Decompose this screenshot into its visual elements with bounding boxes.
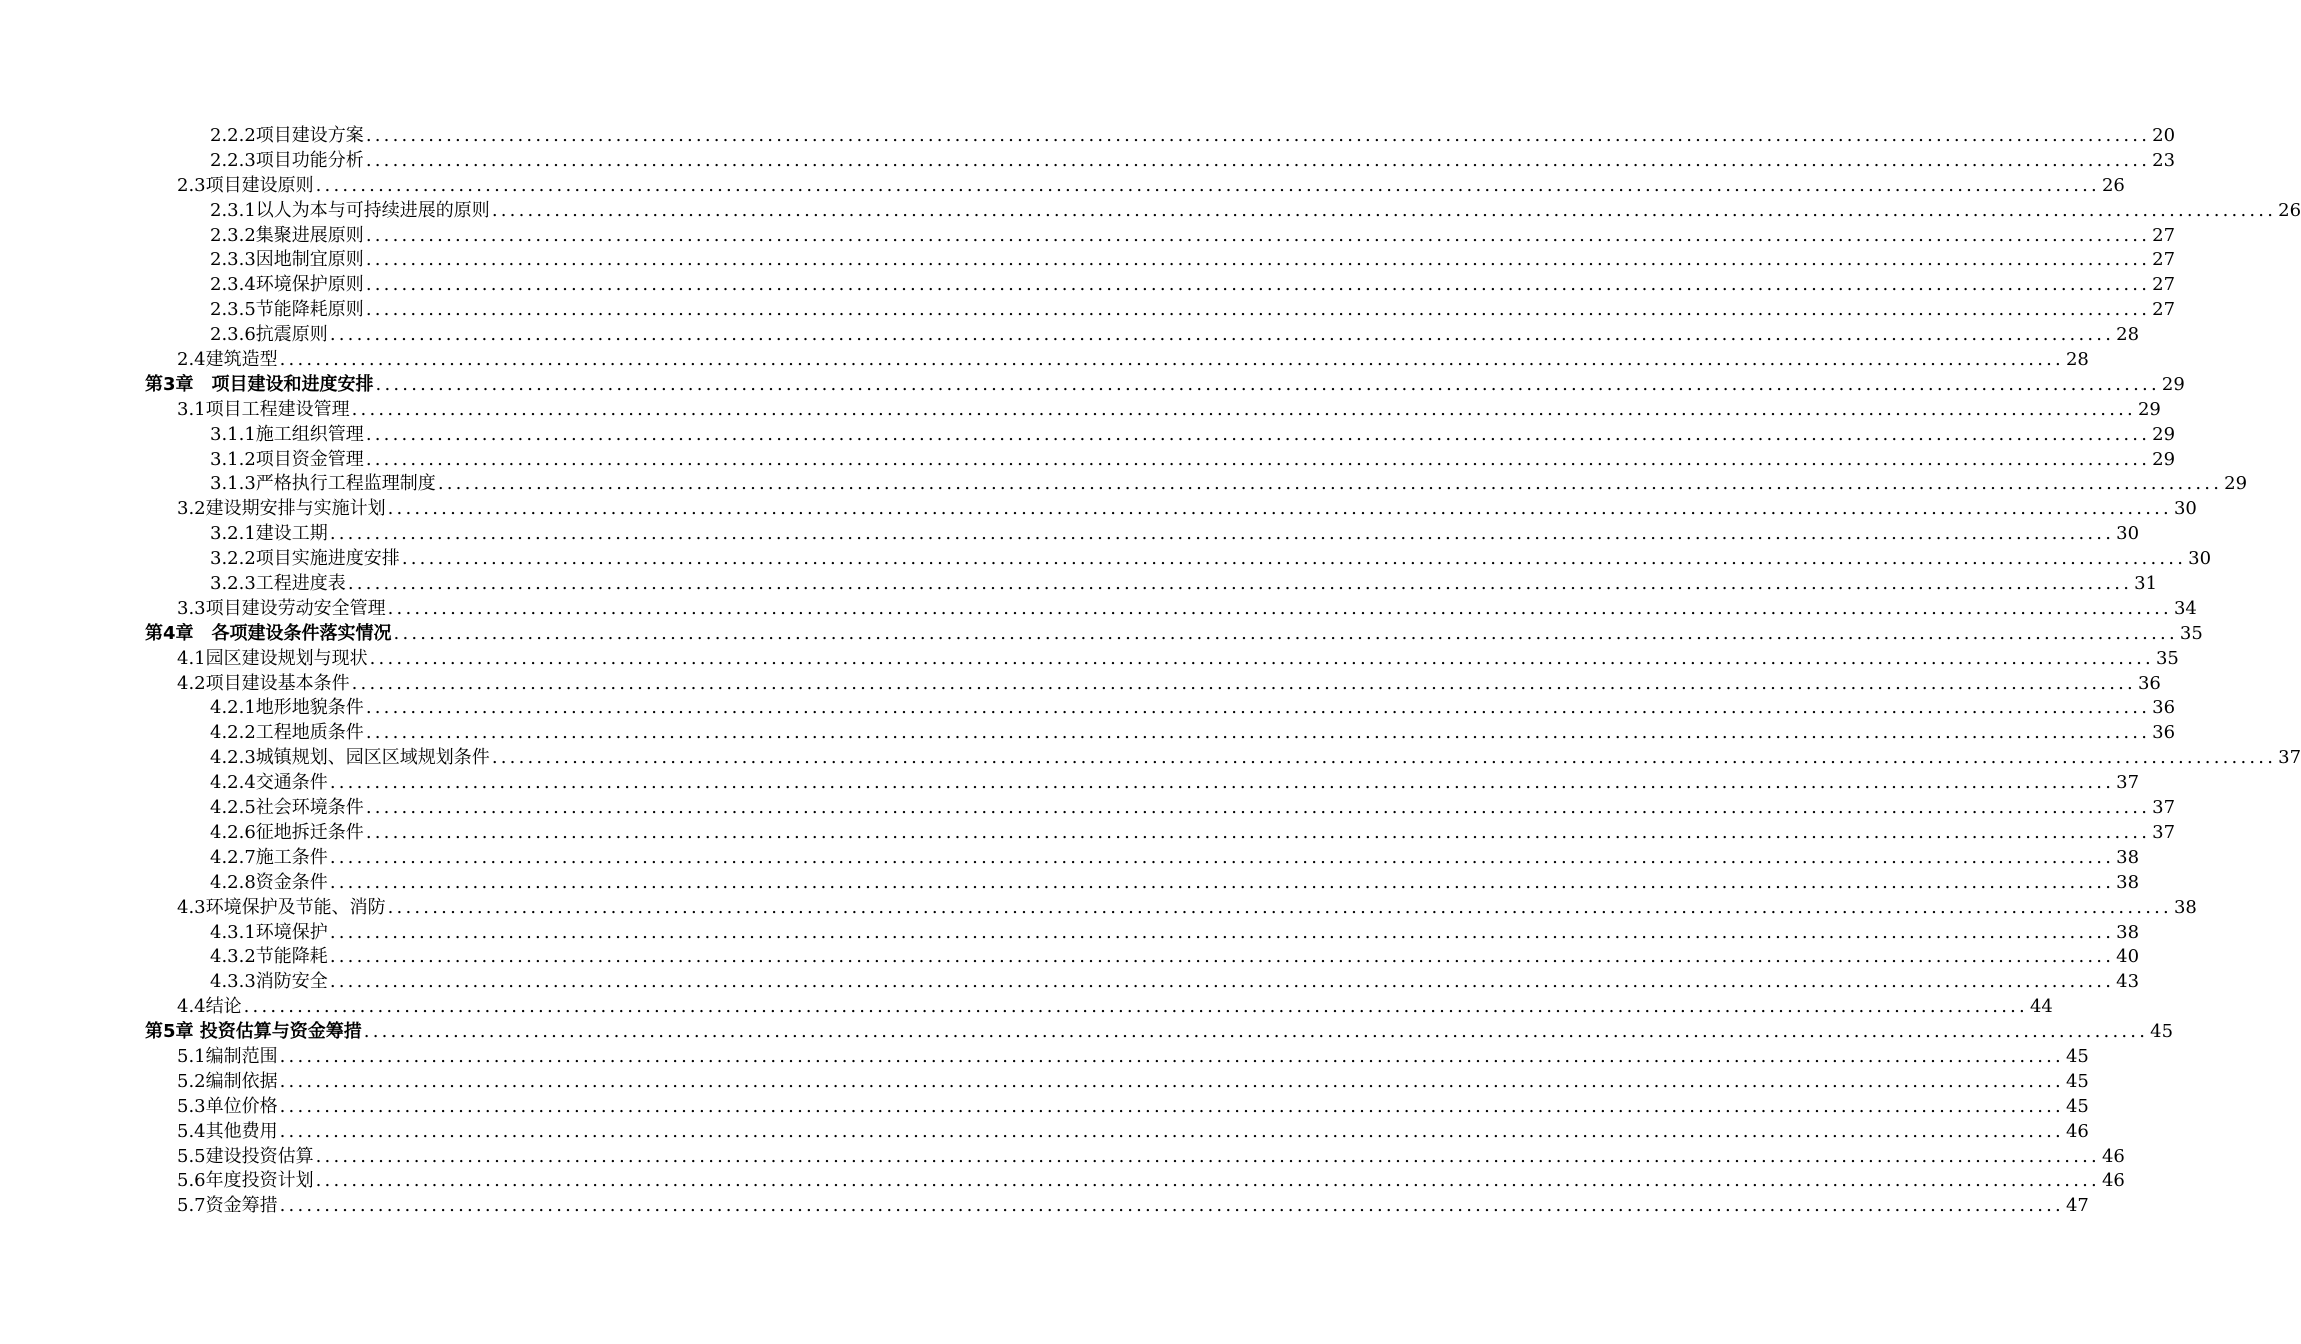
dot-leader: ........................................................................................................................................................................................................ [329,921,2115,943]
toc-entry-section[interactable] [177,995,2053,1020]
toc-entry-page-number: 38 [2173,896,2197,918]
dot-leader: ........................................................................................................................................................................................................ [351,398,2136,420]
toc-entry-sub[interactable] [210,199,2301,224]
toc-entry-page-number: 38 [2116,871,2140,893]
toc-entry-sub[interactable] [210,423,2176,448]
toc-entry-page-number: 36 [2152,697,2176,719]
dot-leader: ........................................................................................................................................................................................................ [315,174,2100,196]
toc-entry-section[interactable] [177,1070,2089,1095]
toc-entry-page-number: 43 [2116,971,2140,993]
dot-leader: ........................................................................................................................................................................................................ [365,722,2151,744]
toc-entry-sub[interactable] [210,273,2176,298]
toc-entry-chapter[interactable] [145,1020,2174,1045]
toc-entry-page-number: 37 [2116,772,2140,794]
toc-entry-page-number: 29 [2152,423,2176,445]
toc-entry-page-number: 28 [2065,349,2089,371]
toc-entry-title: 4.3.2节能降耗 [210,946,328,968]
dot-leader: ........................................................................................................................................................................................................ [329,846,2115,868]
dot-leader: ........................................................................................................................................................................................................ [329,523,2115,545]
toc-entry-sub[interactable] [210,522,2140,547]
dot-leader: ........................................................................................................................................................................................................ [279,1195,2064,1217]
dot-leader: ........................................................................................................................................................................................................ [365,125,2151,146]
dot-leader: ........................................................................................................................................................................................................ [437,473,2223,495]
toc-entry-section[interactable] [177,672,2161,697]
toc-entry-title: 2.3.2集聚进展原则 [210,224,364,246]
toc-entry-title: 3.3项目建设劳动安全管理 [177,597,386,619]
dot-leader: ........................................................................................................................................................................................................ [387,597,2172,619]
toc-entry-sub[interactable] [210,871,2140,896]
toc-entry-title: 2.3.1以人为本与可持续进展的原则 [210,199,490,221]
toc-entry-sub[interactable] [210,572,2158,597]
toc-entry-title: 3.1.3严格执行工程监理制度 [210,473,436,495]
dot-leader: ........................................................................................................................................................................................................ [387,896,2172,918]
toc-entry-title: 4.2.8资金条件 [210,871,328,893]
toc-entry-section[interactable] [177,1194,2089,1219]
toc-entry-section[interactable] [177,348,2089,373]
toc-entry-page-number: 40 [2116,946,2140,968]
toc-entry-title: 4.2.7施工条件 [210,846,328,868]
toc-entry-sub[interactable] [210,149,2176,174]
toc-entry-title: 4.3.3消防安全 [210,971,328,993]
toc-entry-title: 3.1.2项目资金管理 [210,448,364,470]
toc-entry-title: 3.2.2项目实施进度安排 [210,548,400,570]
toc-entry-sub[interactable] [210,721,2176,746]
dot-leader: ........................................................................................................................................................................................................ [365,224,2151,246]
toc-entry-title: 5.1编制范围 [177,1045,278,1067]
toc-entry-chapter[interactable] [145,622,2203,647]
toc-entry-sub[interactable] [210,298,2176,323]
dot-leader: ........................................................................................................................................................................................................ [369,647,2154,669]
toc-entry-title: 3.2.3工程进度表 [210,573,346,595]
dot-leader: ........................................................................................................................................................................................................ [243,996,2028,1018]
toc-entry-title: 第4章 各项建设条件落实情况 [145,622,392,644]
dot-leader: ........................................................................................................................................................................................................ [365,299,2151,321]
toc-entry-title: 2.3.6抗震原则 [210,324,328,346]
toc-entry-page-number: 30 [2116,523,2140,545]
toc-entry-page-number: 36 [2152,722,2176,744]
toc-entry-sub[interactable] [210,846,2140,871]
toc-entry-page-number: 37 [2152,821,2176,843]
toc-entry-page-number: 27 [2152,249,2176,271]
toc-entry-sub[interactable] [210,248,2176,273]
dot-leader: ........................................................................................................................................................................................................ [329,324,2115,346]
dot-leader: ........................................................................................................................................................................................................ [347,573,2133,595]
toc-entry-page-number: 26 [2278,199,2301,221]
toc-entry-title: 4.2.5社会环境条件 [210,797,364,819]
toc-entry-sub[interactable] [210,124,2176,149]
toc-entry-title: 2.3.4环境保护原则 [210,274,364,296]
toc-entry-sub[interactable] [210,224,2176,249]
dot-leader: ........................................................................................................................................................................................................ [365,697,2151,719]
toc-entry-section[interactable] [177,1120,2089,1145]
toc-entry-page-number: 29 [2161,373,2185,395]
dot-leader: ........................................................................................................................................................................................................ [315,1170,2100,1192]
toc-entry-title: 4.1园区建设规划与现状 [177,647,368,669]
dot-leader: ........................................................................................................................................................................................................ [365,423,2151,445]
toc-entry-section[interactable] [177,1145,2125,1170]
toc-entry-title: 3.2.1建设工期 [210,523,328,545]
toc-entry-title: 5.6年度投资计划 [177,1170,314,1192]
toc-entry-title: 2.3.3因地制宜原则 [210,249,364,271]
toc-entry-title: 4.3.1环境保护 [210,921,328,943]
toc-entry-section[interactable] [177,597,2197,622]
toc-entry-page-number: 23 [2152,149,2176,171]
toc-entry-page-number: 47 [2065,1195,2089,1217]
toc-entry-section[interactable] [177,497,2197,522]
dot-leader: ........................................................................................................................................................................................................ [365,821,2151,843]
dot-leader: ........................................................................................................................................................................................................ [491,199,2277,221]
dot-leader: ........................................................................................................................................................................................................ [351,672,2136,694]
toc-entry-sub[interactable] [210,448,2176,473]
toc-entry-title: 4.4结论 [177,996,242,1018]
dot-leader: ........................................................................................................................................................................................................ [329,772,2115,794]
toc-entry-page-number: 37 [2278,747,2301,769]
toc-entry-sub[interactable] [210,921,2140,946]
toc-entry-section[interactable] [177,174,2125,199]
toc-entry-title: 4.2.3城镇规划、园区区域规划条件 [210,747,490,769]
toc-entry-chapter[interactable] [145,373,2185,398]
toc-entry-section[interactable] [177,896,2197,921]
toc-entry-page-number: 38 [2116,846,2140,868]
toc-entry-sub[interactable] [210,696,2176,721]
toc-entry-page-number: 29 [2152,448,2176,470]
toc-entry-title: 4.2.4交通条件 [210,772,328,794]
toc-entry-section[interactable] [177,1095,2089,1120]
toc-entry-section[interactable] [177,1045,2089,1070]
toc-entry-title: 2.3项目建设原则 [177,174,314,196]
table-of-contents [0,124,2301,1219]
dot-leader: ........................................................................................................................................................................................................ [365,274,2151,296]
toc-entry-page-number: 30 [2188,548,2212,570]
dot-leader: ........................................................................................................................................................................................................ [365,249,2151,271]
toc-entry-section[interactable] [177,647,2179,672]
toc-entry-page-number: 27 [2152,274,2176,296]
toc-entry-title: 4.2项目建设基本条件 [177,672,350,694]
toc-entry-title: 2.4建筑造型 [177,349,278,371]
dot-leader: ........................................................................................................................................................................................................ [279,1095,2064,1117]
toc-entry-page-number: 46 [2065,1120,2089,1142]
toc-entry-title: 2.3.5节能降耗原则 [210,299,364,321]
dot-leader: ........................................................................................................................................................................................................ [365,797,2151,819]
toc-entry-title: 4.2.1地形地貌条件 [210,697,364,719]
toc-entry-page-number: 30 [2173,498,2197,520]
toc-entry-sub[interactable] [210,547,2212,572]
toc-entry-title: 第3章 项目建设和进度安排 [145,373,374,395]
toc-entry-page-number: 34 [2173,597,2197,619]
toc-entry-page-number: 26 [2101,174,2125,196]
dot-leader: ........................................................................................................................................................................................................ [393,622,2178,644]
toc-entry-title: 2.2.3项目功能分析 [210,149,364,171]
toc-entry-page-number: 35 [2155,647,2179,669]
toc-entry-title: 5.7资金筹措 [177,1195,278,1217]
dot-leader: ........................................................................................................................................................................................................ [279,349,2064,371]
toc-entry-title: 2.2.2项目建设方案 [210,125,364,146]
dot-leader: ........................................................................................................................................................................................................ [279,1070,2064,1092]
dot-leader: ........................................................................................................................................................................................................ [279,1120,2064,1142]
toc-entry-page-number: 45 [2150,1021,2174,1043]
toc-entry-page-number: 45 [2065,1070,2089,1092]
toc-entry-title: 3.1项目工程建设管理 [177,398,350,420]
dot-leader: ........................................................................................................................................................................................................ [329,971,2115,993]
toc-entry-title: 4.3环境保护及节能、消防 [177,896,386,918]
toc-entry-page-number: 27 [2152,299,2176,321]
dot-leader: ........................................................................................................................................................................................................ [401,548,2187,570]
dot-leader: ........................................................................................................................................................................................................ [491,747,2277,769]
dot-leader: ........................................................................................................................................................................................................ [315,1145,2100,1167]
dot-leader: ........................................................................................................................................................................................................ [363,1021,2149,1043]
toc-entry-page-number: 31 [2134,573,2158,595]
toc-entry-page-number: 45 [2065,1095,2089,1117]
dot-leader: ........................................................................................................................................................................................................ [365,149,2151,171]
toc-entry-section[interactable] [177,1169,2125,1194]
toc-entry-page-number: 27 [2152,224,2176,246]
toc-entry-title: 4.2.6征地拆迁条件 [210,821,364,843]
toc-entry-sub[interactable] [210,945,2140,970]
toc-entry-title: 5.4其他费用 [177,1120,278,1142]
toc-entry-sub[interactable] [210,771,2140,796]
toc-entry-sub[interactable] [210,796,2176,821]
toc-entry-sub[interactable] [210,472,2248,497]
toc-entry-page-number: 35 [2179,622,2203,644]
toc-entry-title: 第5章 投资估算与资金筹措 [145,1021,362,1043]
toc-entry-page-number: 46 [2101,1170,2125,1192]
toc-entry-page-number: 36 [2137,672,2161,694]
toc-entry-page-number: 28 [2116,324,2140,346]
toc-entry-page-number: 29 [2137,398,2161,420]
toc-entry-title: 3.1.1施工组织管理 [210,423,364,445]
toc-entry-page-number: 37 [2152,797,2176,819]
dot-leader: ........................................................................................................................................................................................................ [387,498,2172,520]
dot-leader: ........................................................................................................................................................................................................ [279,1045,2064,1067]
toc-entry-page-number: 46 [2101,1145,2125,1167]
toc-entry-sub[interactable] [210,821,2176,846]
dot-leader: ........................................................................................................................................................................................................ [365,448,2151,470]
toc-entry-sub[interactable] [210,746,2301,771]
toc-entry-sub[interactable] [210,323,2140,348]
dot-leader: ........................................................................................................................................................................................................ [375,373,2160,395]
toc-entry-title: 4.2.2工程地质条件 [210,722,364,744]
toc-entry-sub[interactable] [210,970,2140,995]
toc-entry-page-number: 29 [2224,473,2248,495]
toc-entry-page-number: 45 [2065,1045,2089,1067]
toc-entry-title: 5.5建设投资估算 [177,1145,314,1167]
toc-entry-page-number: 44 [2029,996,2053,1018]
toc-entry-title: 5.3单位价格 [177,1095,278,1117]
dot-leader: ........................................................................................................................................................................................................ [329,871,2115,893]
toc-entry-page-number: 38 [2116,921,2140,943]
toc-entry-title: 3.2建设期安排与实施计划 [177,498,386,520]
toc-entry-section[interactable] [177,398,2161,423]
dot-leader: ........................................................................................................................................................................................................ [329,946,2115,968]
toc-entry-page-number: 20 [2152,125,2176,146]
toc-entry-title: 5.2编制依据 [177,1070,278,1092]
